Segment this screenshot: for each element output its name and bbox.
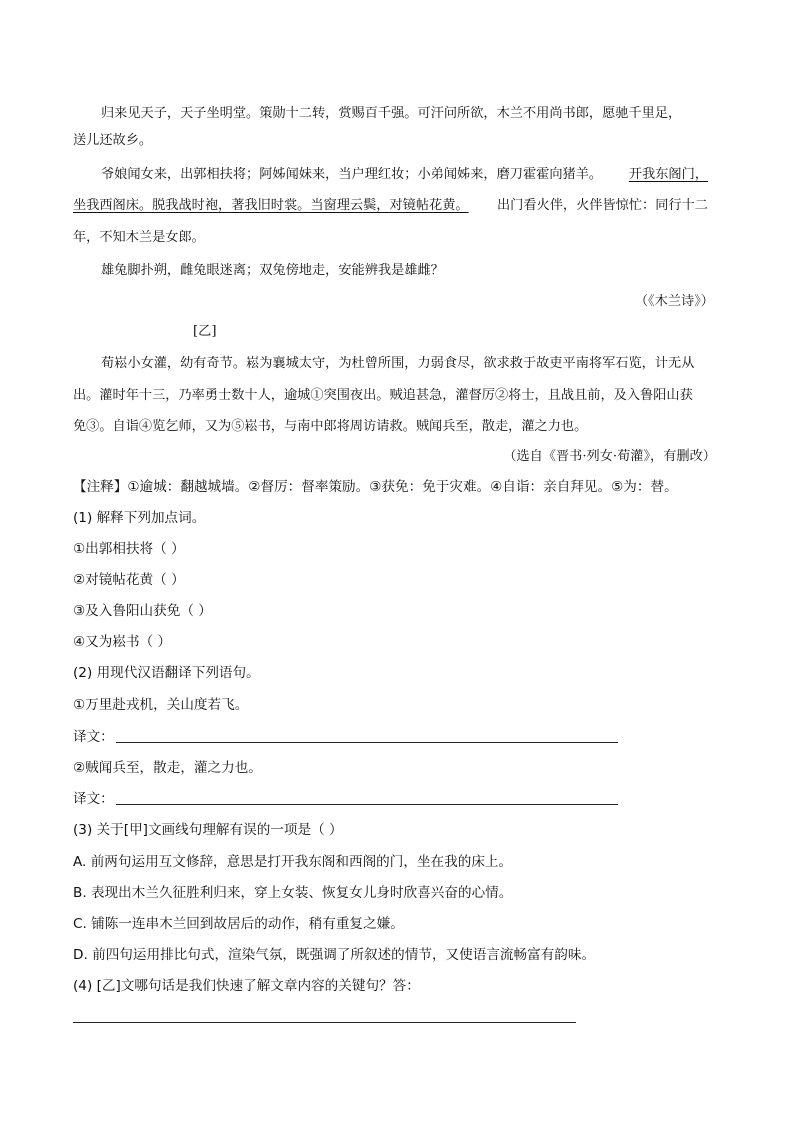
question-2-sentence-2: ②贼闻兵至，散走，灌之力也。 [73,760,262,776]
annotation-notes: 【注释】①逾城：翻越城墙。②督厉：督率策励。③获免：免于灾难。④自诣：亲自拜见。⑤为：替。 [73,479,678,495]
translation-label: 译文： [73,729,114,745]
option-a: A. 前两句运用互文修辞，意思是打开我东阁和西阁的门，坐在我的床上。 [73,854,513,870]
passage-jia-line: 雄兔脚扑朔，雌兔眼迷离；双兔傍地走，安能辨我是雄雌？ [101,263,444,278]
passage-jia-line [73,199,708,212]
passage-yi-line: 荀崧小女灌，幼有奇节。崧为襄城太守，为杜曾所围，力弱食尽，欲求救于故吏平南将军石览，计无从 [101,356,695,371]
passage-jia-line: 年，不知木兰是女郎。 [73,230,205,245]
question-1-item: ④又为崧书（ ） [73,634,172,650]
passage-yi-heading: [乙] [193,324,217,339]
passage-jia-line: 送儿还故乡。 [73,133,153,148]
option-b: B. 表现出木兰久征胜利归来，穿上女装、恢复女儿身时欣喜兴奋的心情。 [73,885,513,901]
question-3-stem: (3) 关于[甲]文画线句理解有误的一项是（ ） [73,822,343,838]
translation-label: 译文： [73,791,114,807]
option-d: D. 前四句运用排比句式，渲染气氛，既强调了所叙述的情节，又使语言流畅富有韵味。 [73,947,596,963]
question-2-sentence-1: ①万里赴戎机，关山度若飞。 [73,697,249,713]
source-citation: （《木兰诗》） [634,294,714,309]
option-c: C. 铺陈一连串木兰回到故居后的动作，稍有重复之嫌。 [73,916,404,932]
answer-line[interactable] [116,804,618,805]
answer-line[interactable] [116,742,618,743]
source-citation: （选自《晋书·列女·荀灌》，有删改） [503,449,716,464]
question-1-item: ③及入鲁阳山获免（ ） [73,603,212,619]
underlined-sentence: 开我东阁门， [628,167,708,182]
underlined-sentence: 坐我西阁床。脱我战时袍，著我旧时裳。当窗理云鬓，对镜帖花黄。 [73,198,469,213]
passage-jia-line: 归来见天子，天子坐明堂。策勋十二转，赏赐百千强。可汗问所欲，木兰不用尚书郎，愿驰千里足， [101,106,682,121]
question-1-item: ①出郭相扶将（ ） [73,541,185,557]
passage-yi-line: 出。灌时年十三，乃率勇士数十人，逾城①突围夜出。贼追甚急，灌督厉②将士，且战且前，及入鲁阳山获 [73,388,693,403]
passage-text: 出门看火伴，火伴皆惊忙：同行十二 [497,198,708,213]
question-1-stem: (1) 解释下列加点词。 [73,510,206,526]
passage-yi-line: 免③。自诣④览乞师，又为⑤崧书，与南中郎将周访请救。贼闻兵至，散走，灌之力也。 [73,419,588,434]
answer-line[interactable] [73,1022,576,1023]
passage-jia-line [101,168,708,181]
question-1-item: ②对镜帖花黄（ ） [73,572,185,588]
passage-text: 爷娘闻女来，出郭相扶将；阿姊闻妹来，当户理红妆；小弟闻姊来，磨刀霍霍向猪羊。 [101,167,603,182]
question-2-stem: (2) 用现代汉语翻译下列语句。 [73,665,260,681]
question-4-stem: (4) [乙]文哪句话是我们快速了解文章内容的关键句？答： [73,978,420,994]
